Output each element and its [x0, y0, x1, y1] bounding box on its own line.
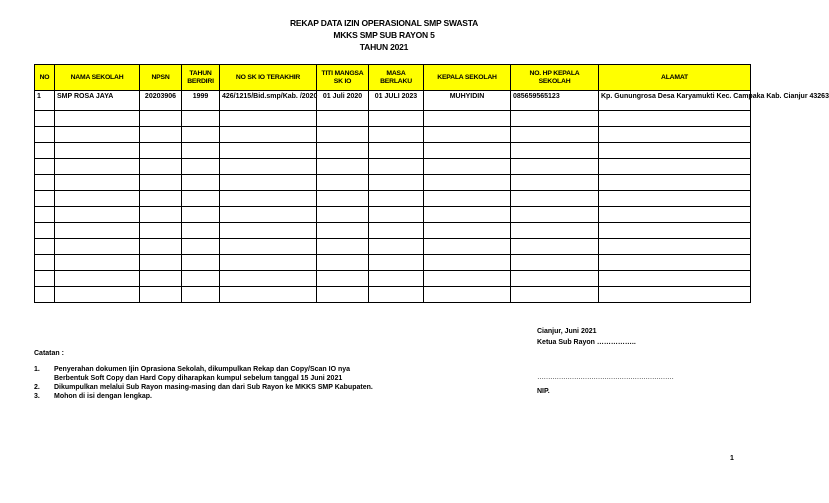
table-cell-empty [511, 271, 599, 287]
table-cell-empty [511, 255, 599, 271]
table-cell-empty [369, 255, 424, 271]
table-row-empty [35, 175, 751, 191]
table-cell-empty [599, 191, 751, 207]
table-cell-empty [35, 191, 55, 207]
table-cell-empty [511, 191, 599, 207]
doc-subtitle: MKKS SMP SUB RAYON 5 [333, 30, 435, 40]
table-cell-empty [424, 111, 511, 127]
table-cell-empty [35, 175, 55, 191]
table-row-empty [35, 239, 751, 255]
doc-title: REKAP DATA IZIN OPERASIONAL SMP SWASTA [289, 18, 479, 28]
table-cell-empty [369, 143, 424, 159]
table-cell-empty [511, 207, 599, 223]
note-item [34, 374, 474, 383]
table-cell-empty [317, 255, 369, 271]
table-cell-empty [369, 239, 424, 255]
table-cell-empty [220, 159, 317, 175]
table-cell-empty [220, 239, 317, 255]
table-row-empty [35, 287, 751, 303]
col-header-no-sk: NO SK IO TERAKHIR [220, 65, 317, 91]
table-cell-empty [140, 207, 182, 223]
table-cell-empty [55, 239, 140, 255]
doc-year: TAHUN 2021 [359, 42, 409, 52]
table-cell-empty [55, 255, 140, 271]
col-header-no: NO [35, 65, 55, 91]
table-cell-empty [55, 111, 140, 127]
table-cell-empty [220, 223, 317, 239]
table-cell-empty [220, 175, 317, 191]
note-item [34, 383, 474, 392]
table-cell-empty [182, 207, 220, 223]
table-cell-empty [424, 207, 511, 223]
table-cell-empty [55, 223, 140, 239]
cell-nama-sekolah: SMP ROSA JAYA [55, 91, 140, 111]
table-row-empty [35, 111, 751, 127]
table-row-empty [35, 191, 751, 207]
signature-nip: NIP. [537, 388, 550, 395]
table-cell-empty [220, 287, 317, 303]
table-cell-empty [424, 239, 511, 255]
table-cell-empty [140, 287, 182, 303]
table-cell-empty [424, 159, 511, 175]
table-cell-empty [369, 159, 424, 175]
note-text: Penyerahan dokumen Ijin Oprasiona Sekolah, dikumpulkan Rekap dan Copy/Scan IO nya [54, 366, 351, 373]
table-cell-empty [599, 111, 751, 127]
col-header-masa-berlaku: MASA BERLAKU [369, 65, 424, 91]
table-cell-empty [35, 159, 55, 175]
table-cell-empty [369, 223, 424, 239]
note-number [34, 374, 54, 383]
table-cell-empty [317, 175, 369, 191]
table-cell-empty [511, 111, 599, 127]
table-cell-empty [369, 127, 424, 143]
table-cell-empty [182, 239, 220, 255]
table-cell-empty [424, 287, 511, 303]
cell-tahun-berdiri: 1999 [182, 91, 220, 111]
note-text: Mohon di isi dengan lengkap. [54, 393, 153, 400]
table-cell-empty [511, 143, 599, 159]
table-cell-empty [317, 287, 369, 303]
note-text: Berbentuk Soft Copy dan Hard Copy diharapkan kumpul sebelum tanggal 15 Juni 2021 [54, 375, 343, 382]
signature-line: ……………………………………………………… [537, 374, 674, 381]
note-number: 3. [34, 393, 40, 400]
col-header-tahun-berdiri: TAHUN BERDIRI [182, 65, 220, 91]
table-cell-empty [220, 207, 317, 223]
table-cell-empty [424, 143, 511, 159]
table-cell-empty [55, 207, 140, 223]
table-cell-empty [140, 111, 182, 127]
table-cell-empty [55, 175, 140, 191]
table-cell-empty [511, 223, 599, 239]
table-cell-empty [317, 223, 369, 239]
table-cell-empty [35, 271, 55, 287]
table-cell-empty [220, 127, 317, 143]
table-cell-empty [511, 175, 599, 191]
col-header-no-hp: NO. HP KEPALA SEKOLAH [511, 65, 599, 91]
note-item [34, 392, 474, 401]
cell-masa-berlaku: 01 JULI 2023 [369, 91, 424, 111]
table-cell-empty [511, 127, 599, 143]
table-cell-empty [140, 127, 182, 143]
table-cell-empty [35, 239, 55, 255]
table-cell-empty [317, 159, 369, 175]
table-cell-empty [424, 175, 511, 191]
cell-titi-mangsa: 01 Juli 2020 [317, 91, 369, 111]
table-cell-empty [369, 191, 424, 207]
notes-title: Catatan : [34, 350, 64, 357]
table-cell-empty [220, 191, 317, 207]
table-cell-empty [55, 287, 140, 303]
table-cell-empty [140, 255, 182, 271]
cell-npsn: 20203906 [140, 91, 182, 111]
table-cell-empty [599, 239, 751, 255]
table-cell-empty [182, 111, 220, 127]
table-cell-empty [182, 191, 220, 207]
table-cell-empty [424, 127, 511, 143]
table-header-row [35, 65, 751, 91]
table-cell-empty [599, 143, 751, 159]
table-cell-empty [599, 127, 751, 143]
col-header-npsn: NPSN [140, 65, 182, 91]
table-cell-empty [55, 127, 140, 143]
table-cell-empty [140, 239, 182, 255]
table-cell-empty [182, 127, 220, 143]
table-cell-empty [140, 223, 182, 239]
cell-no-hp: 085659565123 [511, 91, 599, 111]
table-cell-empty [140, 159, 182, 175]
table-cell-empty [369, 175, 424, 191]
table-cell-empty [369, 111, 424, 127]
table-cell-empty [182, 255, 220, 271]
table-row-empty [35, 271, 751, 287]
table-cell-empty [140, 271, 182, 287]
cell-kepala-sekolah: MUHYIDIN [424, 91, 511, 111]
table-cell-empty [35, 223, 55, 239]
table-cell-empty [35, 127, 55, 143]
table-cell-empty [424, 223, 511, 239]
table-cell-empty [182, 223, 220, 239]
table-cell-empty [35, 287, 55, 303]
table-row-empty [35, 207, 751, 223]
table-cell-empty [140, 175, 182, 191]
table-cell-empty [599, 159, 751, 175]
table-cell-empty [182, 271, 220, 287]
table-cell-empty [55, 159, 140, 175]
table-row-empty [35, 127, 751, 143]
col-header-alamat: ALAMAT [599, 65, 751, 91]
table-row-empty [35, 159, 751, 175]
table-cell-empty [317, 207, 369, 223]
table-cell-empty [599, 271, 751, 287]
table-cell-empty [317, 143, 369, 159]
table-row-empty [35, 143, 751, 159]
table-cell-empty [599, 223, 751, 239]
page-number: 1 [730, 455, 734, 462]
table-cell-empty [35, 255, 55, 271]
table-cell-empty [424, 255, 511, 271]
table-cell-empty [511, 239, 599, 255]
table-cell-empty [35, 111, 55, 127]
note-number: 1. [34, 366, 40, 373]
data-table [34, 64, 829, 303]
table-cell-empty [182, 175, 220, 191]
col-header-titi-mangsa: TITI MANGSA SK IO [317, 65, 369, 91]
table-cell-empty [220, 143, 317, 159]
table-cell-empty [317, 127, 369, 143]
col-header-kepala-sekolah: KEPALA SEKOLAH [424, 65, 511, 91]
note-number: 2. [34, 384, 40, 391]
table-cell-empty [511, 159, 599, 175]
table-row-empty [35, 255, 751, 271]
table-cell-empty [424, 191, 511, 207]
table-cell-empty [369, 287, 424, 303]
table-cell-empty [220, 111, 317, 127]
table-cell-empty [317, 191, 369, 207]
table-cell-empty [599, 287, 751, 303]
col-header-nama-sekolah: NAMA SEKOLAH [55, 65, 140, 91]
table-cell-empty [140, 191, 182, 207]
table-cell-empty [220, 255, 317, 271]
table-cell-empty [55, 191, 140, 207]
notes-list [34, 365, 474, 401]
note-item [34, 365, 474, 374]
table-cell-empty [182, 143, 220, 159]
table-cell-empty [35, 207, 55, 223]
table-cell-empty [511, 287, 599, 303]
signature-role: Ketua Sub Rayon …………….. [537, 339, 636, 346]
cell-no-sk: 426/1215/Bid.smp/Kab. /2020 [220, 91, 317, 111]
table-cell-empty [599, 207, 751, 223]
table-cell-empty [424, 271, 511, 287]
table-row [35, 91, 751, 111]
table-cell-empty [55, 271, 140, 287]
table-cell-empty [220, 271, 317, 287]
table-cell-empty [369, 207, 424, 223]
table-cell-empty [35, 143, 55, 159]
table-cell-empty [140, 143, 182, 159]
table-cell-empty [317, 239, 369, 255]
table-cell-empty [599, 255, 751, 271]
table-row-empty [35, 223, 751, 239]
table-cell-empty [182, 287, 220, 303]
table-cell-empty [182, 159, 220, 175]
table-cell-empty [369, 271, 424, 287]
cell-no: 1 [35, 91, 55, 111]
signature-place-date: Cianjur, Juni 2021 [537, 328, 597, 335]
table-cell-empty [317, 271, 369, 287]
cell-alamat: Kp. Gunungrosa Desa Karyamukti Kec. Campaka Kab. Cianjur 43263 [599, 91, 751, 111]
table-cell-empty [599, 175, 751, 191]
note-text: Dikumpulkan melalui Sub Rayon masing-masing dan dari Sub Rayon ke MKKS SMP Kabupaten. [54, 384, 373, 391]
table-cell-empty [55, 143, 140, 159]
table-cell-empty [317, 111, 369, 127]
